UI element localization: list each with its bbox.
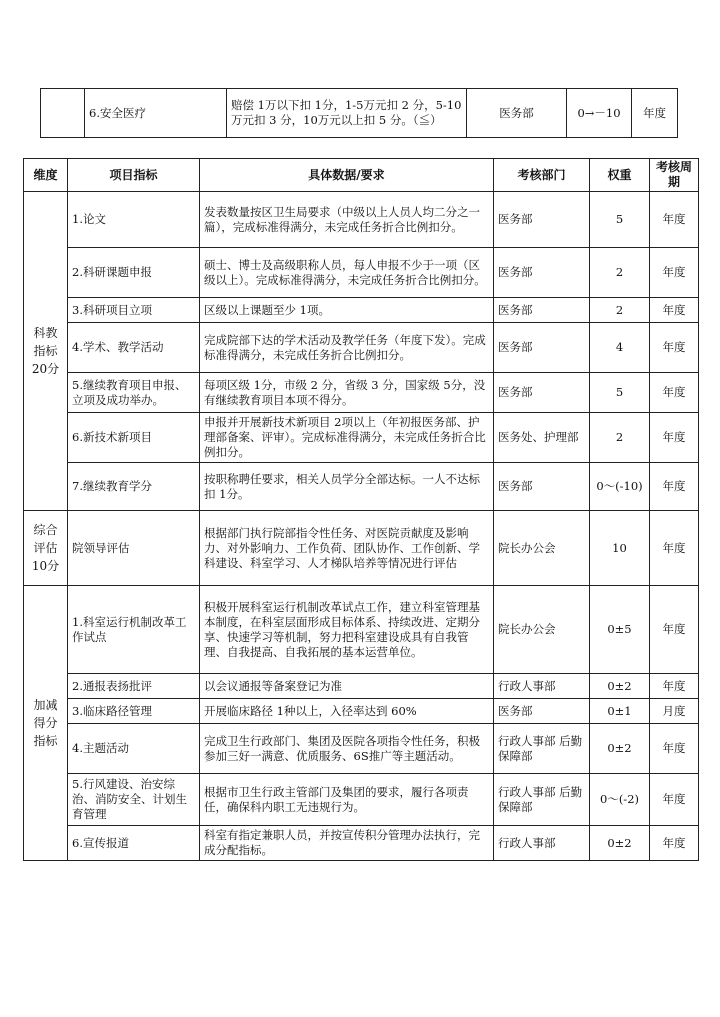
empty-cell [41,89,85,138]
weight-cell: 0±2 [590,674,650,699]
cycle-cell: 年度 [650,373,699,413]
dimension-cell: 综合评估10分 [24,511,68,586]
table-row [24,248,699,298]
item-cell: 6.宣传报道 [68,826,200,861]
table-row [24,586,699,674]
dept-cell: 医务处、护理部 [494,413,590,463]
item-cell: 院领导评估 [68,511,200,586]
detail-cell: 申报并开展新技术新项目 2项以上（年初报医务部、护理部备案、评审）。完成标准得满分，未完成任务折合比例扣分。 [200,413,494,463]
dimension-cell: 加减得分指标 [24,586,68,861]
item-cell: 2.通报表扬批评 [68,674,200,699]
item-cell: 4.主题活动 [68,724,200,774]
header-row [24,159,699,192]
cycle-cell: 年度 [650,463,699,511]
detail-cell: 积极开展科室运行机制改革试点工作，建立科室管理基本制度，在科室层面形成目标体系、持续改进、定期分享、快速学习等机制，努力把科室建设成具有自我管理、自我提高、自我拓展的基本运营单位。 [200,586,494,674]
header-item: 项目指标 [68,159,200,192]
weight-cell: 0±2 [590,724,650,774]
dept-cell: 医务部 [494,323,590,373]
weight-cell: 0～(-10) [590,463,650,511]
weight-cell: 4 [590,323,650,373]
cycle-cell: 年度 [650,586,699,674]
detail-cell: 硕士、博士及高级职称人员，每人申报不少于一项（区级以上）。完成标准得满分，未完成任务折合比例扣分。 [200,248,494,298]
dept-cell: 院长办公会 [494,511,590,586]
dept-cell: 行政人事部 后勤保障部 [494,724,590,774]
detail-cell: 完成院部下达的学术活动及教学任务（年度下发）。完成标准得满分，未完成任务折合比例扣分。 [200,323,494,373]
dimension-cell: 科教指标20分 [24,192,68,511]
dept-cell: 医务部 [494,373,590,413]
table-row [24,413,699,463]
dept-cell: 院长办公会 [494,586,590,674]
item-cell: 5.继续教育项目申报、立项及成功举办。 [68,373,200,413]
item-cell: 6.安全医疗 [85,89,227,138]
item-cell: 2.科研课题申报 [68,248,200,298]
item-cell: 1.论文 [68,192,200,248]
detail-cell: 科室有指定兼职人员，并按宣传积分管理办法执行，完成分配指标。 [200,826,494,861]
cycle-cell: 月度 [650,699,699,724]
detail-cell: 每项区级 1分，市级 2 分，省级 3 分，国家级 5分，没有继续教育项目本项不得分。 [200,373,494,413]
weight-cell: 5 [590,192,650,248]
item-cell: 4.学术、教学活动 [68,323,200,373]
detail-cell: 以会议通报等备案登记为准 [200,674,494,699]
weight-cell: 0±2 [590,826,650,861]
dept-cell: 行政人事部 [494,826,590,861]
weight-cell: 0±1 [590,699,650,724]
cycle-cell: 年度 [650,774,699,826]
weight-cell: 2 [590,413,650,463]
detail-cell: 发表数量按区卫生局要求（中级以上人员人均二分之一篇），完成标准得满分，未完成任务折合比例扣分。 [200,192,494,248]
cycle-cell: 年度 [650,674,699,699]
dept-cell: 医务部 [494,192,590,248]
weight-cell: 2 [590,248,650,298]
cycle-cell: 年度 [650,192,699,248]
dept-cell: 医务部 [467,89,567,138]
weight-cell: 10 [590,511,650,586]
cycle-cell: 年度 [650,511,699,586]
detail-cell: 按职称聘任要求，相关人员学分全部达标。一人不达标扣 1分。 [200,463,494,511]
dept-cell: 医务部 [494,463,590,511]
item-cell: 7.继续教育学分 [68,463,200,511]
weight-cell: 0±5 [590,586,650,674]
cycle-cell: 年度 [650,298,699,323]
cycle-cell: 年度 [632,89,678,138]
weight-cell: 2 [590,298,650,323]
item-cell: 3.临床路径管理 [68,699,200,724]
cycle-cell: 年度 [650,724,699,774]
cycle-cell: 年度 [650,248,699,298]
item-cell: 6.新技术新项目 [68,413,200,463]
detail-cell: 根据部门执行院部指令性任务、对医院贡献度及影响力、对外影响力、工作负荷、团队协作、工作创新、学科建设、科室学习、人才梯队培养等情况进行评估 [200,511,494,586]
item-cell: 3.科研项目立项 [68,298,200,323]
table-row [24,192,699,248]
weight-cell: 0→－10 [567,89,632,138]
table-row [24,724,699,774]
table-row [24,774,699,826]
table-row [24,674,699,699]
dept-cell: 医务部 [494,298,590,323]
header-detail: 具体数据/要求 [200,159,494,192]
table-row [24,298,699,323]
detail-cell: 区级以上课题至少 1项。 [200,298,494,323]
dept-cell: 行政人事部 [494,674,590,699]
weight-cell: 5 [590,373,650,413]
header-cycle: 考核周期 [650,159,699,192]
assessment-table [23,158,699,861]
table-row [24,511,699,586]
table-row [41,89,678,138]
item-cell: 5.行风建设、治安综治、消防安全、计划生育管理 [68,774,200,826]
cycle-cell: 年度 [650,323,699,373]
table-row [24,323,699,373]
header-dept: 考核部门 [494,159,590,192]
table-row [24,826,699,861]
detail-cell: 开展临床路径 1种以上，入径率达到 60% [200,699,494,724]
detail-cell: 完成卫生行政部门、集团及医院各项指令性任务，积极参加三好一满意、优质服务、6S推广等主题活动。 [200,724,494,774]
header-dimension: 维度 [24,159,68,192]
table-row [24,373,699,413]
table-row [24,699,699,724]
cycle-cell: 年度 [650,413,699,463]
table-row [24,463,699,511]
detail-cell: 赔偿 1万以下扣 1分，1-5万元扣 2 分，5-10万元扣 3 分，10万元以上扣 5 分。（≦） [227,89,467,138]
header-weight: 权重 [590,159,650,192]
dept-cell: 医务部 [494,248,590,298]
dept-cell: 行政人事部 后勤保障部 [494,774,590,826]
weight-cell: 0～(-2) [590,774,650,826]
top-fragment-table [40,88,678,138]
item-cell: 1.科室运行机制改革工作试点 [68,586,200,674]
dept-cell: 医务部 [494,699,590,724]
detail-cell: 根据市卫生行政主管部门及集团的要求，履行各项责任，确保科内职工无违规行为。 [200,774,494,826]
cycle-cell: 年度 [650,826,699,861]
